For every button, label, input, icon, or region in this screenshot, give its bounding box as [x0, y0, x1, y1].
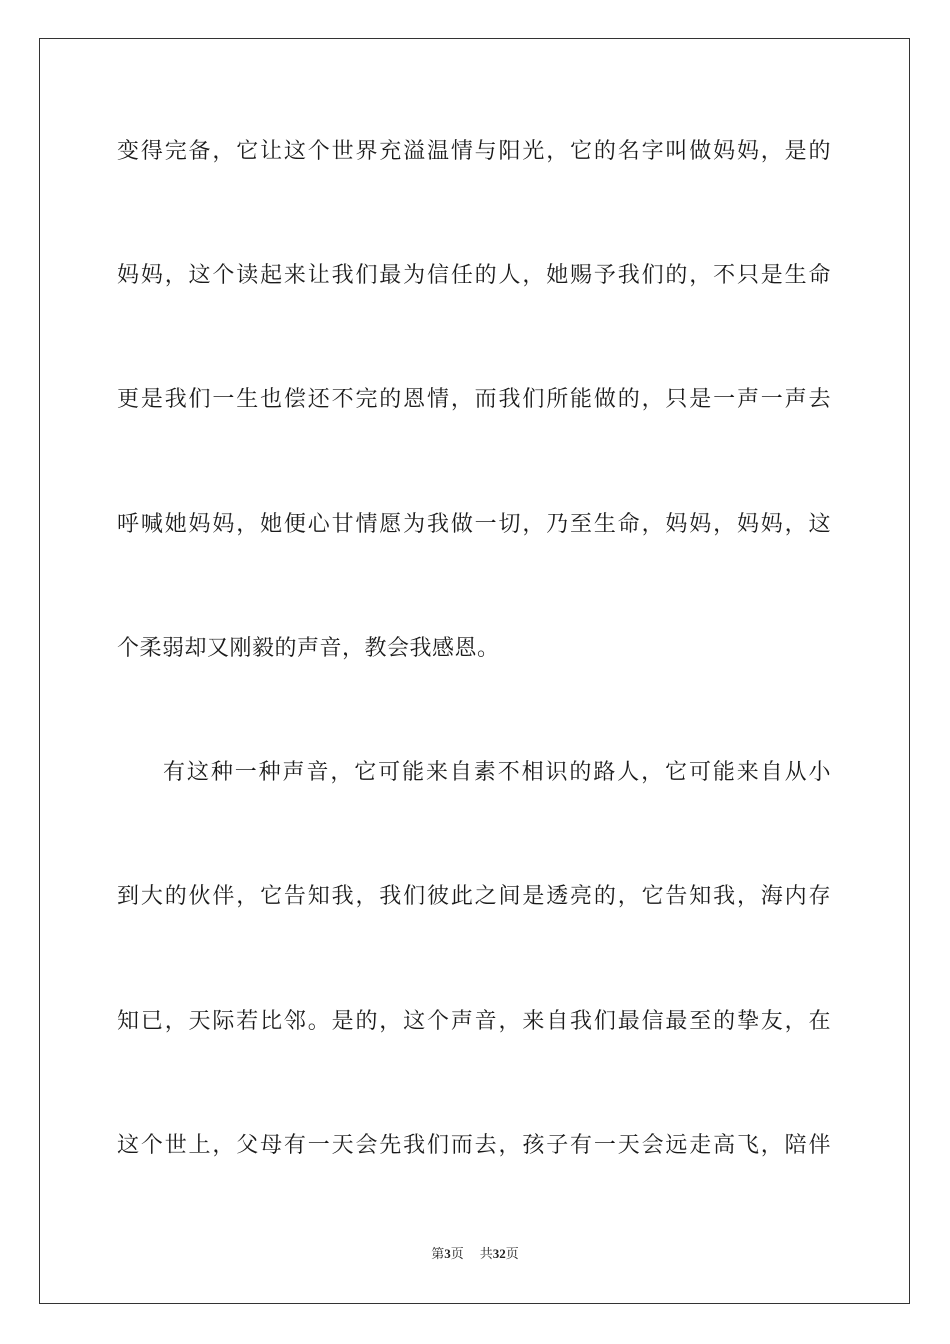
paragraph-line: 知已，天际若比邻。是的，这个声音，来自我们最信最至的挚友，在 [117, 1009, 831, 1034]
paragraph-line: 这个世上，父母有一天会先我们而去，孩子有一天会远走高飞，陪伴 [117, 1133, 831, 1158]
page-footer [0, 1245, 950, 1263]
paragraph-line: 个柔弱却又刚毅的声音，教会我感恩。 [117, 636, 500, 661]
total-prefix: 共 [479, 1246, 493, 1261]
paragraph-line: 有这种一种声音，它可能来自素不相识的路人，它可能来自从小 [163, 760, 831, 785]
total-pages: 32 [492, 1246, 506, 1261]
paragraph-line: 妈妈，这个读起来让我们最为信任的人，她赐予我们的，不只是生命 [117, 263, 831, 288]
total-suffix: 页 [505, 1246, 519, 1261]
page-border [39, 38, 910, 1304]
page-suffix: 页 [450, 1246, 464, 1261]
paragraph-line: 呼喊她妈妈，她便心甘情愿为我做一切，乃至生命，妈妈，妈妈，这 [117, 512, 831, 537]
paragraph-line: 变得完备，它让这个世界充溢温情与阳光，它的名字叫做妈妈，是的 [117, 139, 831, 164]
page-number: 3 [444, 1246, 451, 1261]
paragraph-line: 到大的伙伴，它告知我，我们彼此之间是透亮的，它告知我，海内存 [117, 884, 831, 909]
paragraph-line: 更是我们一生也偿还不完的恩情，而我们所能做的，只是一声一声去 [117, 387, 831, 412]
page-prefix: 第 [431, 1246, 445, 1261]
